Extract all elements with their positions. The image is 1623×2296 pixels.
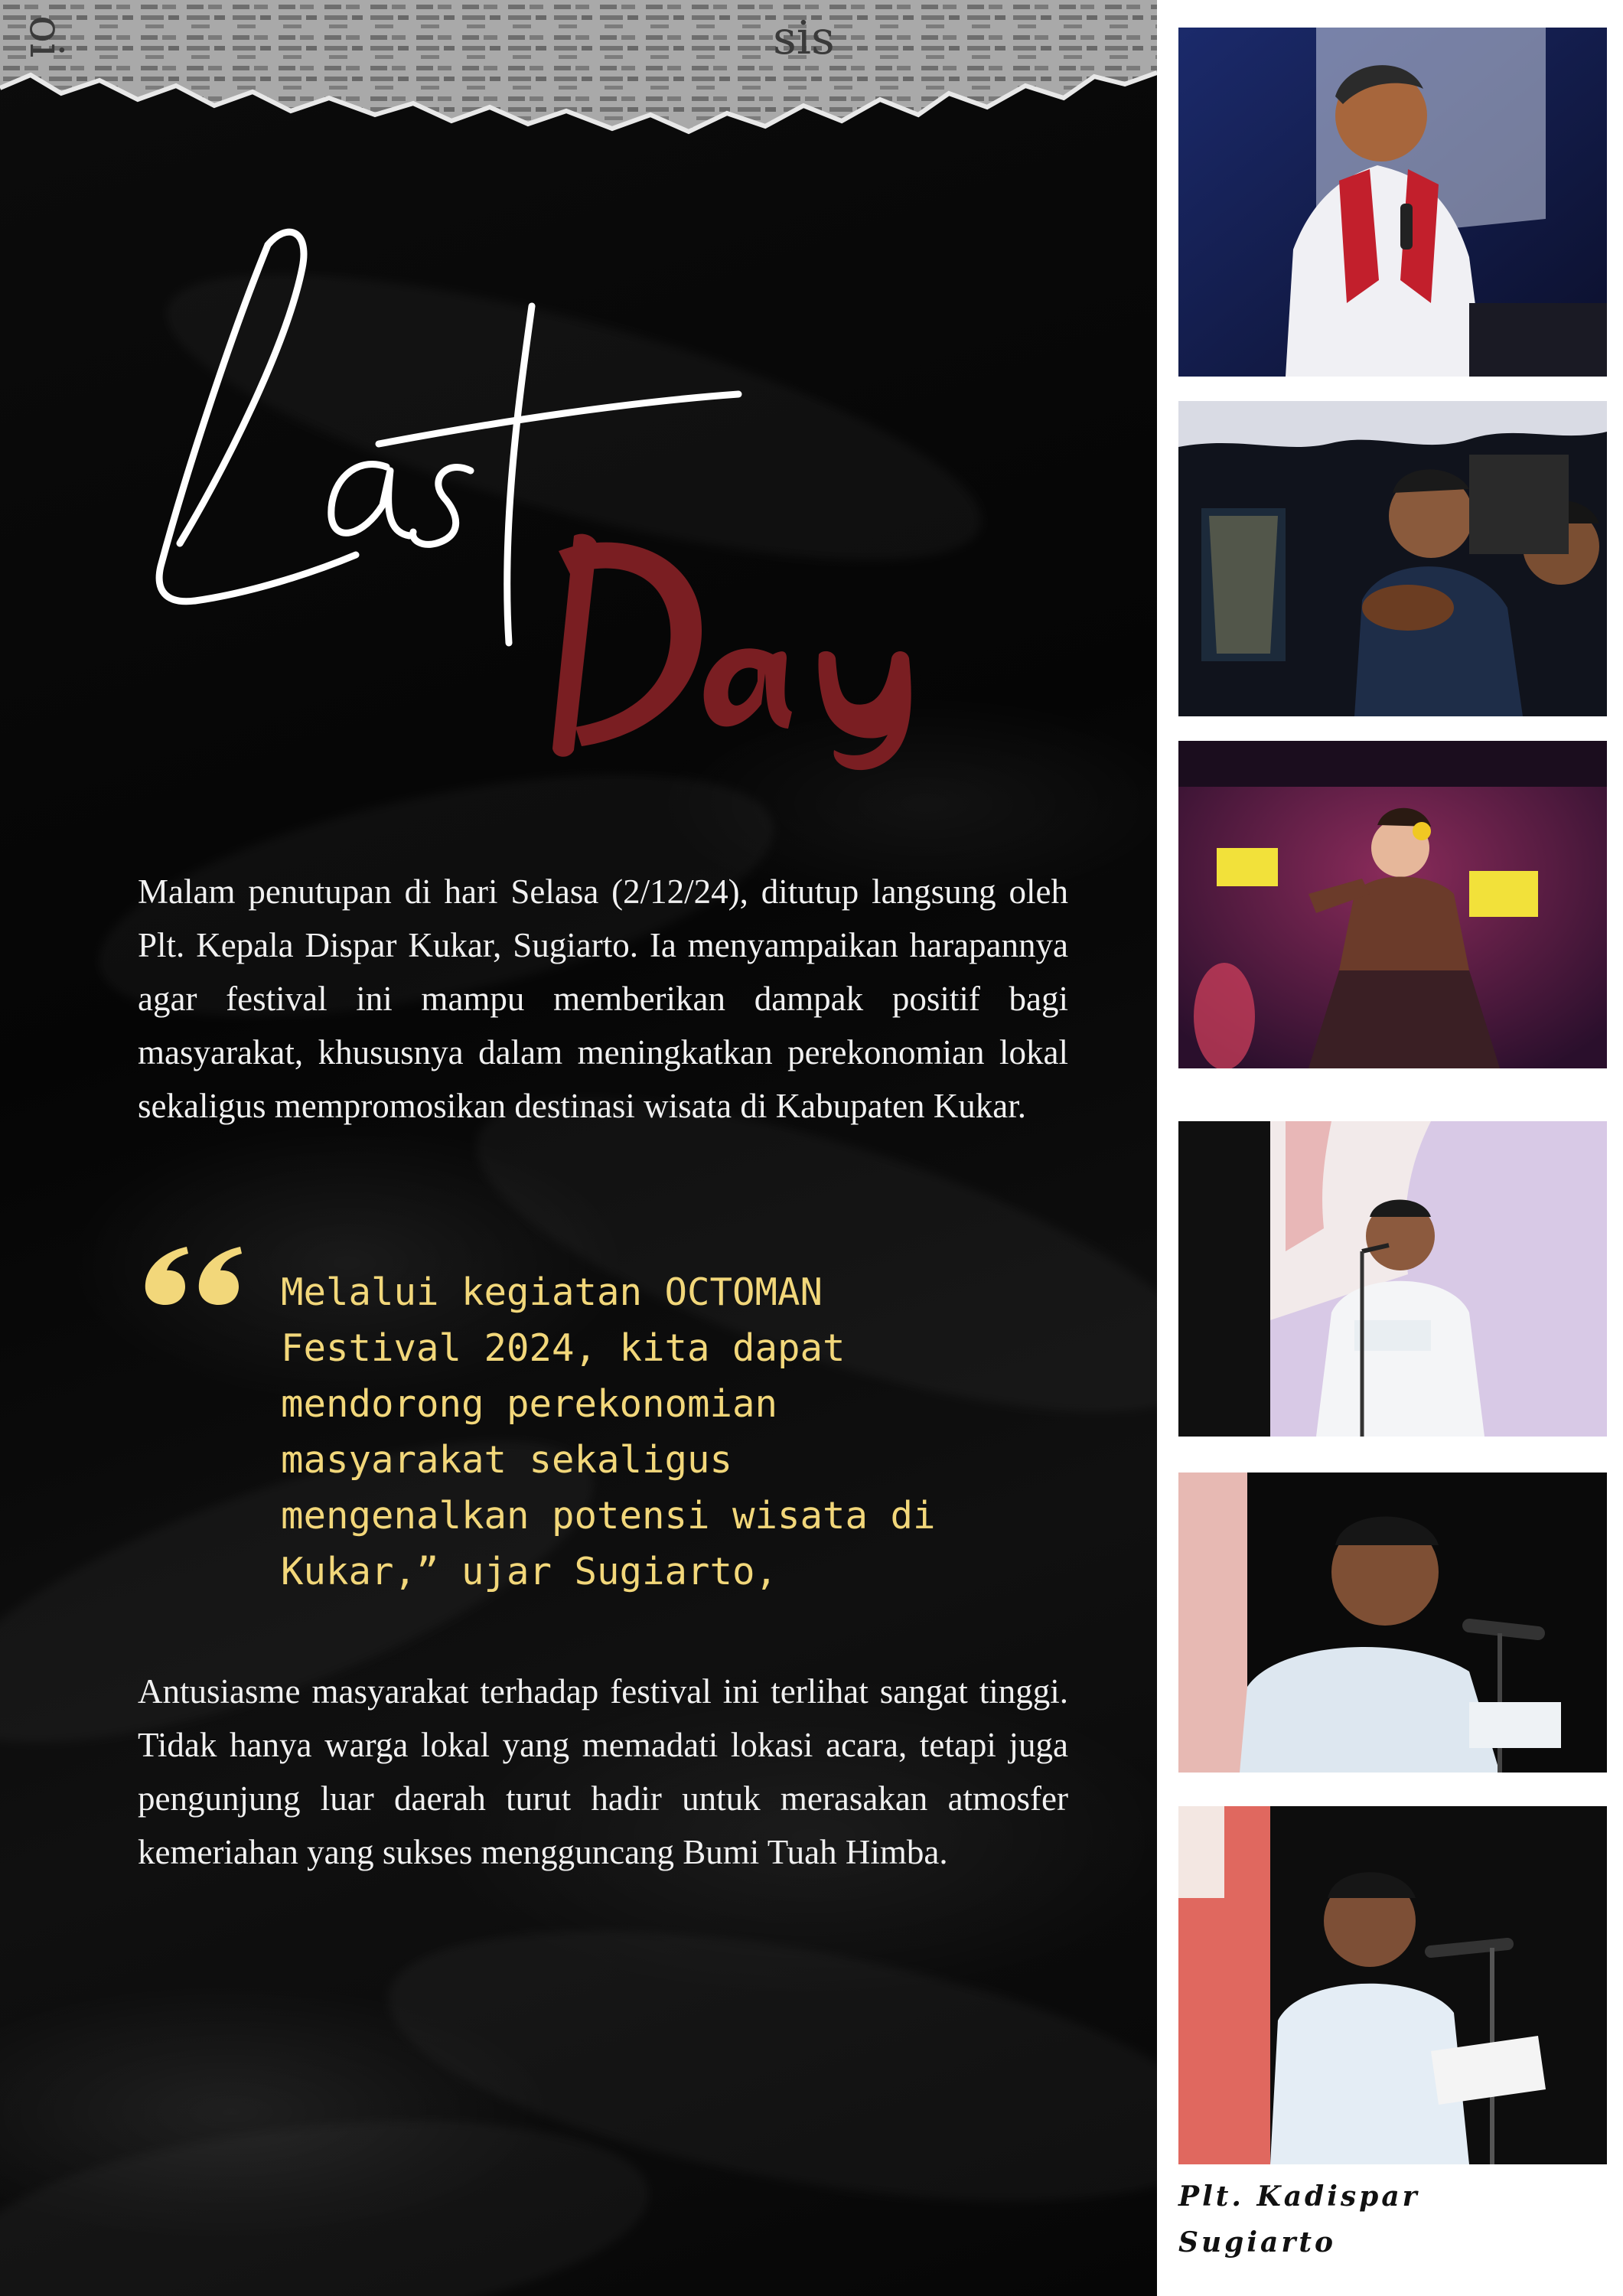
svg-text:sis: sis	[773, 11, 835, 65]
double-opening-quote-icon	[142, 1244, 246, 1306]
torn-newspaper-strip	[0, 0, 1157, 145]
photo-speaker-stage	[1178, 1121, 1607, 1437]
intro-paragraph: Malam penutupan di hari Selasa (2/12/24), ditutup langsung oleh Plt. Kepala Dispar Kukar, Sugiarto. Ia menyampaikan harapannya agar festival ini mampu memberikan dampak positif bagi masyarakat, khususnya dalam meningkatkan perekonomian lokal sekaligus mempromosikan destinasi wisata di Kabupaten Kukar.	[138, 872, 1068, 1125]
photo-elder-singer	[1178, 28, 1607, 377]
svg-text:oi: oi	[19, 15, 73, 58]
photo-musicians	[1178, 401, 1607, 716]
title-day-text: Day	[528, 520, 530, 521]
photo-speaker-closeup	[1178, 1473, 1607, 1773]
title-day	[528, 520, 987, 773]
quote-text: Melalui kegiatan OCTOMAN Festival 2024, kita dapat mendorong perekonomian masyarakat sekaligus mengenalkan potensi wisata di Kukar,” ujar Sugiarto,	[281, 1270, 936, 1593]
caption-line-2: Sugiarto	[1178, 2226, 1336, 2258]
caption-line-1: Plt. Kadispar	[1178, 2180, 1420, 2213]
title-last-text: Last	[134, 214, 135, 215]
photo-caption	[1178, 2174, 1607, 2265]
photo-speaker-microphone	[1178, 1806, 1607, 2164]
fabric-fold	[0, 2092, 659, 2296]
photo-dancer	[1178, 741, 1607, 1068]
closing-paragraph: Antusiasme masyarakat terhadap festival ini terlihat sangat tinggi. Tidak hanya warga lokal yang memadati lokasi acara, tetapi juga pengunjung luar daerah turut hadir untuk merasakan atmosfer kemeriahan yang sukses mengguncang Bumi Tuah Himba.	[138, 1672, 1068, 1871]
